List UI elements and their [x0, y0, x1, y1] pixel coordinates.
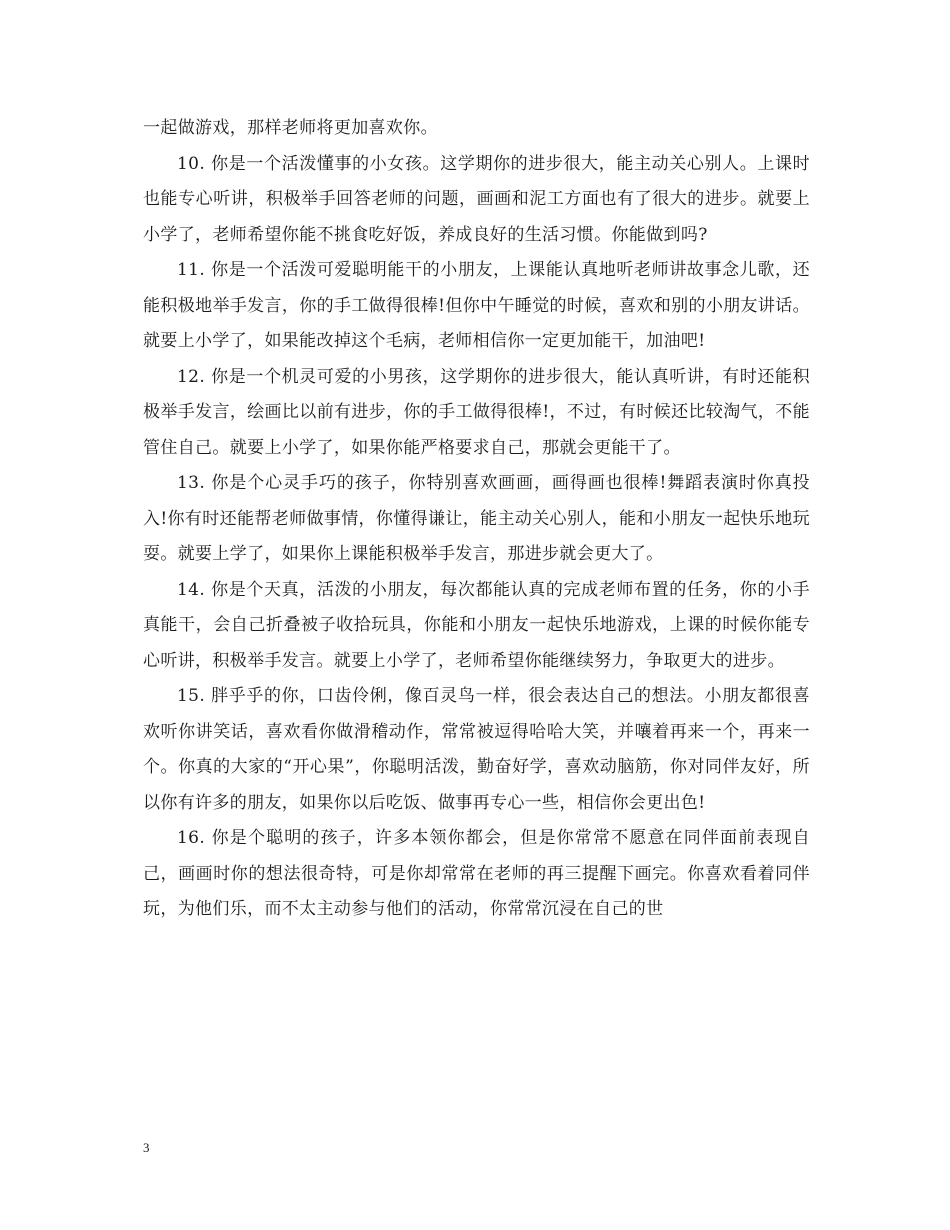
paragraph-11: 11. 你是一个活泼可爱聪明能干的小朋友，上课能认真地听老师讲故事念儿歌，还能积极地举手发言，你的手工做得很棒!但你中午睡觉的时候，喜欢和别的小朋友讲话。就要上小学了，如果能改掉这个毛病，老师相信你一定更加能干，加油吧!: [143, 260, 810, 351]
paragraph-12: 12. 你是一个机灵可爱的小男孩，这学期你的进步很大，能认真听讲，有时还能积极举手发言，绘画比以前有进步，你的手工做得很棒!，不过，有时候还比较淘气，不能管住自己。就要上小学了，如果你能严格要求自己，那就会更能干了。: [143, 366, 810, 458]
paragraph-continuation: 一起做游戏，那样老师将更加喜欢你。: [143, 118, 438, 138]
paragraph-13: 13. 你是个心灵手巧的孩子，你特别喜欢画画，画得画也很棒!舞蹈表演时你真投入!你有时还能帮老师做事情，你懂得谦让，能主动关心别人，能和小朋友一起快乐地玩耍。就要上学了，如果你上课能积极举手发言，那进步就会更大了。: [143, 473, 810, 564]
paragraph-16: 16. 你是个聪明的孩子，许多本领你都会，但是你常常不愿意在同伴面前表现自己，画画时你的想法很奇特，可是你却常常在老师的再三提醒下画完。你喜欢看着同伴玩，为他们乐，而不太主动参与他们的活动，你常常沉浸在自己的世: [143, 828, 810, 919]
paragraph-10: 10. 你是一个活泼懂事的小女孩。这学期你的进步很大，能主动关心别人。上课时也能专心听讲，积极举手回答老师的问题，画画和泥工方面也有了很大的进步。就要上小学了，老师希望你能不挑食吃好饭，养成良好的生活习惯。你能做到吗?: [143, 153, 810, 245]
document-body: [143, 111, 810, 928]
paragraph-14: 14. 你是个天真，活泼的小朋友，每次都能认真的完成老师布置的任务，你的小手真能干，会自己折叠被子收拾玩具，你能和小朋友一起快乐地游戏，上课的时候你能专心听讲，积极举手发言。就要上小学了，老师希望你能继续努力，争取更大的进步。: [143, 579, 810, 671]
paragraph-15: 15. 胖乎乎的你，口齿伶俐，像百灵鸟一样，很会表达自己的想法。小朋友都很喜欢听你讲笑话，喜欢看你做滑稽动作，常常被逗得哈哈大笑，并嚷着再来一个，再来一个。你真的大家的“开心果”，你聪明活泼，勤奋好学，喜欢动脑筋，你对同伴友好，所以你有许多的朋友，如果你以后吃饭、做事再专心一些，相信你会更出色!: [143, 686, 810, 813]
page-number: 3: [143, 1140, 150, 1155]
